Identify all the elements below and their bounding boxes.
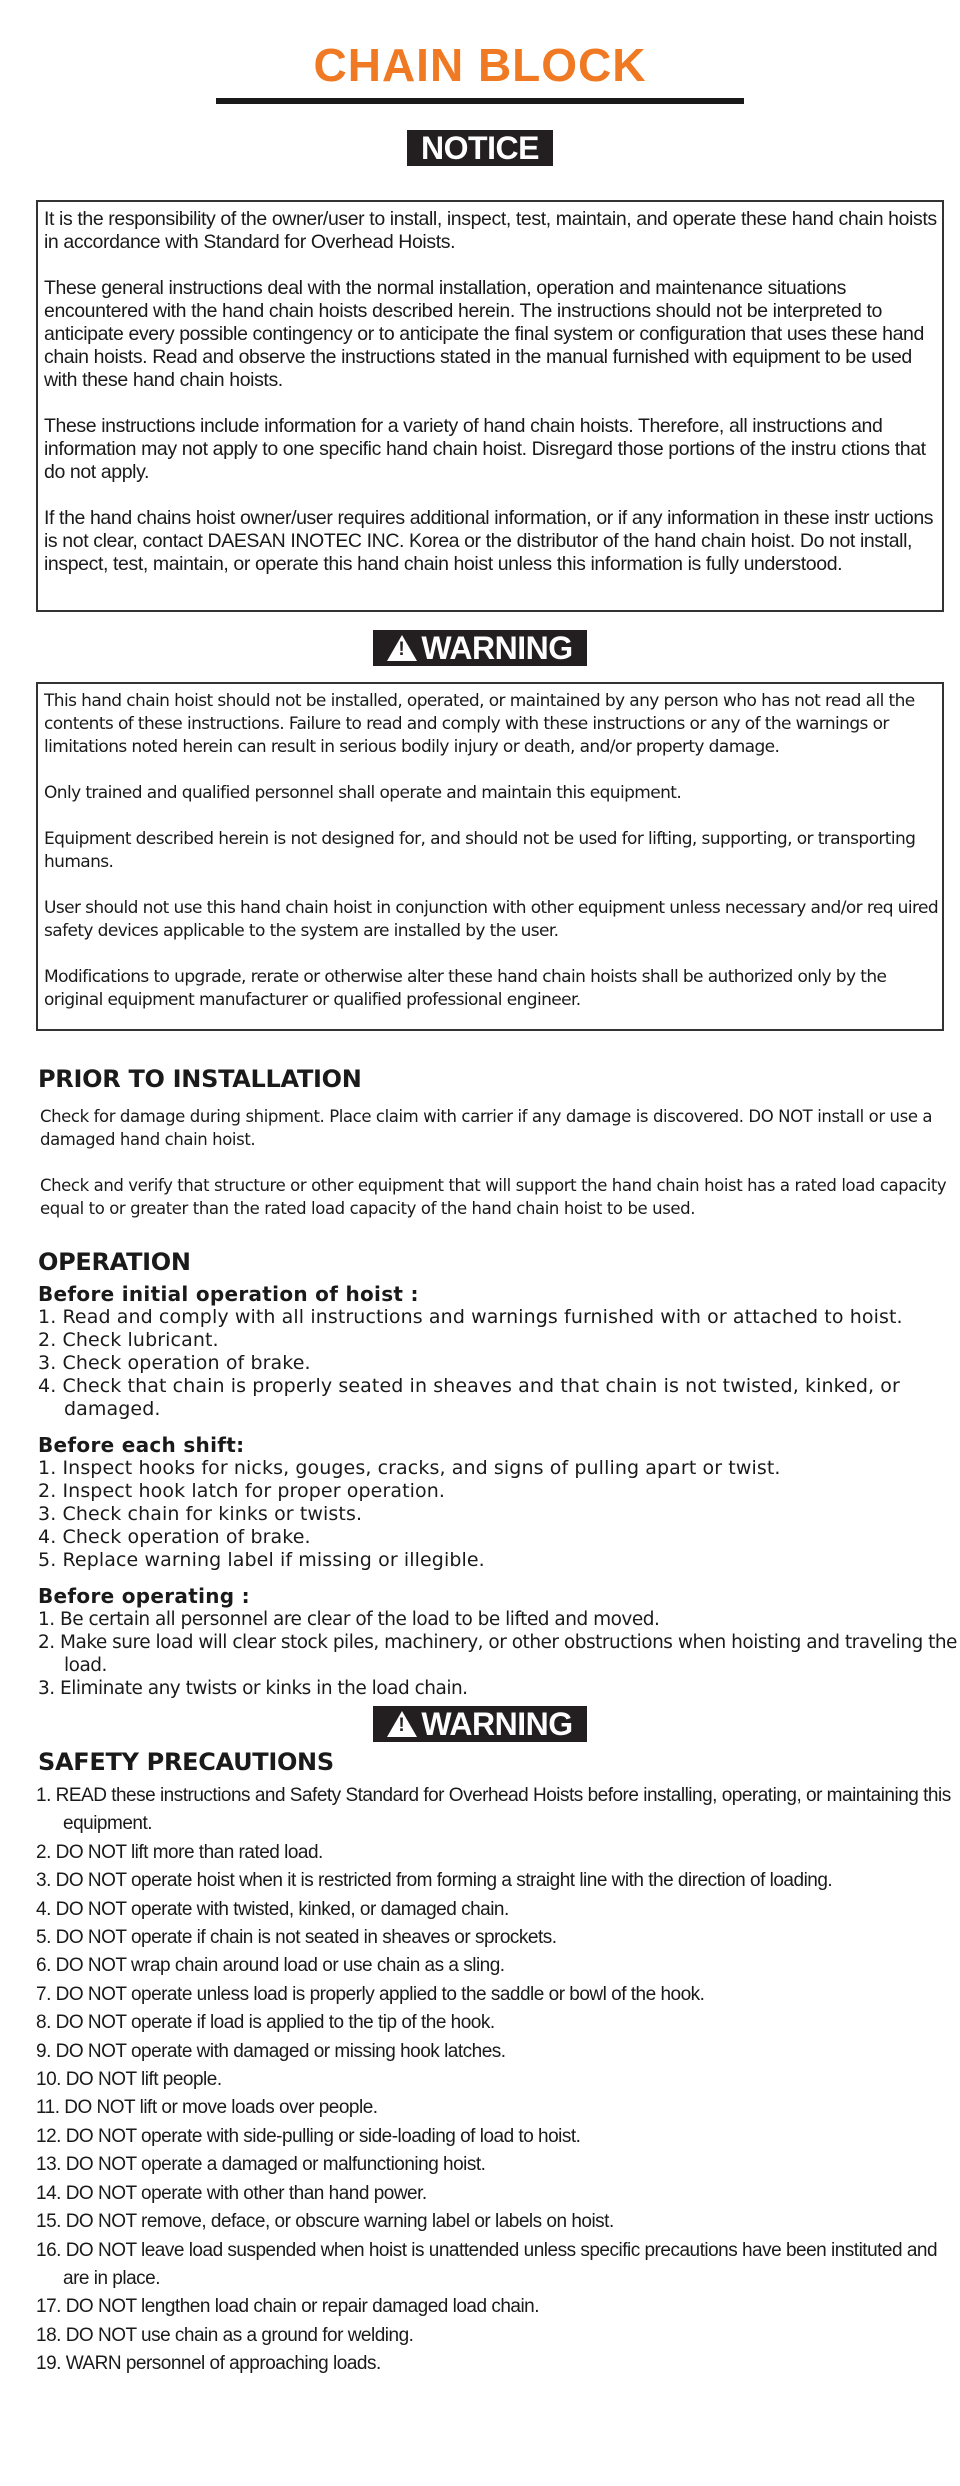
notice-paragraph: These instructions include information for a variety of hand chain hoists. Therefore, all instructions and information may not apply to one specific hand chain hoist. Disregard those portions of the instru ctions that do not apply. <box>44 415 926 483</box>
list-before-operating <box>38 1608 960 1700</box>
notice-paragraph: It is the responsibility of the owner/user to install, inspect, test, maintain, and operate these hand chain hoists in accordance with Standard for Overhead Hoists. <box>44 208 937 253</box>
subheading-before-shift: Before each shift: <box>38 1433 245 1457</box>
list-item: 15. DO NOT remove, deface, or obscure warning label or labels on hoist. <box>36 2211 614 2233</box>
list-item: 6. DO NOT wrap chain around load or use chain as a sling. <box>36 1955 505 1977</box>
list-item: 12. DO NOT operate with side-pulling or side-loading of load to hoist. <box>36 2125 581 2147</box>
warning2-badge-wrap <box>0 1706 960 1742</box>
notice-badge-wrap <box>0 130 960 166</box>
list-item: 17. DO NOT lengthen load chain or repair damaged load chain. <box>36 2296 540 2318</box>
section-heading-prior-installation: PRIOR TO INSTALLATION <box>38 1065 362 1093</box>
list-item: 7. DO NOT operate unless load is properly applied to the saddle or bowl of the hook. <box>36 1983 705 2005</box>
list-before-initial <box>38 1306 960 1421</box>
list-item: 1. READ these instructions and Safety Standard for Overhead Hoists before installing, operating, or maintaining this equipment. <box>36 1785 951 1835</box>
list-item: 2. Check lubricant. <box>38 1329 219 1351</box>
list-before-shift <box>38 1457 960 1572</box>
warning-badge-wrap <box>0 630 960 666</box>
warning2-badge <box>373 1706 586 1742</box>
subheading-before-initial: Before initial operation of hoist : <box>38 1282 419 1306</box>
list-item: 9. DO NOT operate with damaged or missing hook latches. <box>36 2040 506 2062</box>
warning-paragraph: This hand chain hoist should not be installed, operated, or maintained by any person who has not read all the contents of these instructions. Failure to read and comply with these instructions or any of the warnings or limitations noted herein can result in serious bodily injury or death, and/or property damage. <box>44 691 915 757</box>
section-heading-safety: SAFETY PRECAUTIONS <box>38 1748 334 1776</box>
warning-paragraph: User should not use this hand chain hoist in conjunction with other equipment unless necessary and/or req uired safety devices applicable to the system are installed by the user. <box>44 898 939 941</box>
list-item: 5. Replace warning label if missing or illegible. <box>38 1549 485 1571</box>
section-heading-operation: OPERATION <box>38 1248 191 1276</box>
list-item: 3. DO NOT operate hoist when it is restricted from forming a straight line with the direction of loading. <box>36 1870 833 1892</box>
list-item: 1. Inspect hooks for nicks, gouges, cracks, and signs of pulling apart or twist. <box>38 1457 781 1479</box>
list-item: 13. DO NOT operate a damaged or malfunctioning hoist. <box>36 2154 486 2176</box>
list-item: 2. DO NOT lift more than rated load. <box>36 1841 323 1863</box>
list-item: 2. Inspect hook latch for proper operation. <box>38 1480 446 1502</box>
warning2-badge-label: WARNING <box>421 1706 573 1742</box>
list-item: 4. Check that chain is properly seated in sheaves and that chain is not twisted, kinked, or damaged. <box>38 1375 900 1420</box>
list-item: 8. DO NOT operate if load is applied to the tip of the hook. <box>36 2012 495 2034</box>
warning-badge-label: WARNING <box>421 630 573 666</box>
list-item: 16. DO NOT leave load suspended when hoist is unattended unless specific precautions have been instituted and are in place. <box>36 2239 938 2289</box>
prior-installation-paragraph: Check and verify that structure or other equipment that will support the hand chain hoist has a rated load capacity equal to or greater than the rated load capacity of the hand chain hoist to be used. <box>40 1176 947 1218</box>
list-item: 1. Read and comply with all instructions and warnings furnished with or attached to hoist. <box>38 1306 903 1328</box>
list-item: 11. DO NOT lift or move loads over people. <box>36 2097 378 2119</box>
list-item: 19. WARN personnel of approaching loads. <box>36 2353 381 2375</box>
notice-paragraph: If the hand chains hoist owner/user requires additional information, or if any information in these instr uctions is not clear, contact DAESAN INOTEC INC. Korea or the distributor of the hand chain hoist. Do not install, inspect, test, maintain, or operate this hand chain hoist unless this information is fully understood. <box>44 507 934 575</box>
list-item: 18. DO NOT use chain as a ground for welding. <box>36 2324 414 2346</box>
warning-badge <box>373 630 586 666</box>
list-item: 14. DO NOT operate with other than hand power. <box>36 2182 427 2204</box>
warning-triangle-icon <box>387 635 417 661</box>
list-item: 2. Make sure load will clear stock piles, machinery, or other obstructions when hoisting and traveling the load. <box>38 1632 957 1676</box>
notice-paragraph: These general instructions deal with the normal installation, operation and maintenance situations encountered with the hand chain hoists described herein. The instructions should not be interpreted to anticipate every possible contingency or to anticipate the final system or configuration that uses these hand chain hoists. Read and observe the instructions stated in the manual furnished with equipment to be used with these hand chain hoists. <box>44 277 924 391</box>
prior-installation-paragraph: Check for damage during shipment. Place claim with carrier if any damage is discovered. DO NOT install or use a damaged hand chain hoist. <box>40 1107 933 1149</box>
warning-box <box>36 682 944 1031</box>
warning-paragraph: Only trained and qualified personnel shall operate and maintain this equipment. <box>44 783 682 803</box>
list-item: 3. Check chain for kinks or twists. <box>38 1503 363 1525</box>
list-item: 1. Be certain all personnel are clear of the load to be lifted and moved. <box>38 1609 660 1630</box>
title-underline <box>216 98 744 104</box>
list-item: 3. Check operation of brake. <box>38 1352 311 1374</box>
list-item: 3. Eliminate any twists or kinks in the load chain. <box>38 1678 468 1699</box>
notice-badge: NOTICE <box>407 130 553 166</box>
warning-triangle-icon <box>387 1711 417 1737</box>
list-item: 5. DO NOT operate if chain is not seated in sheaves or sprockets. <box>36 1927 557 1949</box>
subheading-before-operating: Before operating : <box>38 1584 250 1608</box>
page-title: CHAIN BLOCK <box>313 39 647 91</box>
list-item: 4. Check operation of brake. <box>38 1526 311 1548</box>
list-item: 4. DO NOT operate with twisted, kinked, or damaged chain. <box>36 1898 509 1920</box>
warning-paragraph: Equipment described herein is not designed for, and should not be used for lifting, supporting, or transporting humans. <box>44 829 916 872</box>
list-item: 10. DO NOT lift people. <box>36 2069 222 2091</box>
warning-paragraph: Modifications to upgrade, rerate or otherwise alter these hand chain hoists shall be authorized only by the original equipment manufacturer or qualified professional engineer. <box>44 967 887 1010</box>
notice-box <box>36 200 944 612</box>
list-safety-precautions <box>36 1782 960 2379</box>
